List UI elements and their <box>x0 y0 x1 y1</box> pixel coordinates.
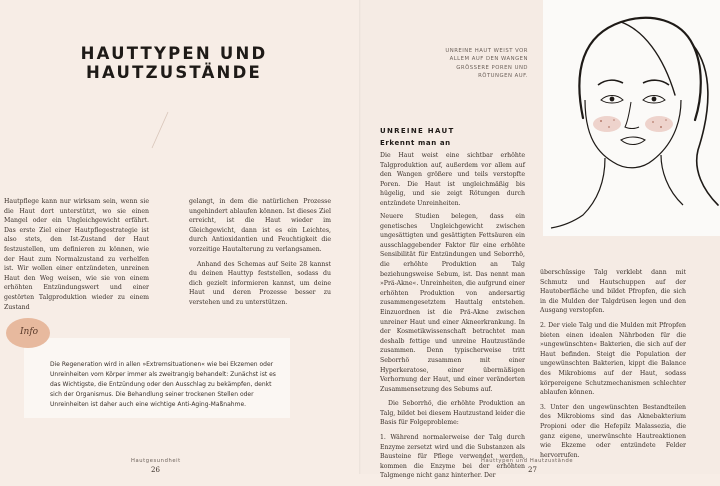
image-caption: UNREINE HAUT WEIST VOR ALLEM AUF DEN WANGEN GRÖSSERE POREN UND RÖTUNGEN AUF. <box>445 48 528 80</box>
paragraph: Neuere Studien belegen, dass ein genetisches Ungleichgewicht zwischen ungesättigten und gesättigten Fettsäuren ein ausschlaggebender Faktor für eine erhöhte Sensibilität für Entzündungen und Seborrhö, die erhöhte Produktion an Talg beziehungsweise Sebum, ist. Das nennt man »Prä-Akne«. Unreinheiten, die aufgrund einer erhöhten Produktion von andersartig zusammengesetztem Hauttalg entstehen. Einzuordnen ist die Prä-Akne zwischen unreiner Haut und einer Akneerkrankung. In der Kosmetikwissenschaft betrachtet man deshalb fettige und unreine Hautzustände zusammen. Denn typischerweise tritt Seborrhö zusammen mit einer Hyperkeratose, einer übermäßigen Verhornung der Haut, und einer veränderten Zusammensetzung des Sebums auf. <box>380 213 525 393</box>
left-column-1 <box>4 197 149 317</box>
paragraph: 1. Während normalerweise der Talg durch Enzyme zersetzt wird und die Substanzen als Bausteine für Pflege verwendet werden, kommen die Enzyme bei der erhöhten Talgmenge nicht ganz hinterher. Der <box>380 434 525 480</box>
paragraph: 2. Der viele Talg und die Mulden mit Pfropfen bieten einen idealen Nährboden für die »ungewünschten« Bakterien, die sich auf der Haut befinden. Steigt die Population der ungewünschten Bakterien, kippt die Balance des Mikrobioms auf der Haut, sodass körpereigene Schutzmechanismen schlechter ablaufen können. <box>540 321 686 397</box>
right-page-number: 27 <box>528 466 537 474</box>
right-column-2 <box>540 268 686 465</box>
left-page-number: 26 <box>151 466 160 474</box>
gutter <box>359 0 361 474</box>
decorative-slash <box>150 110 170 150</box>
title-line-1: HAUTTYPEN UND <box>80 44 268 63</box>
paragraph: gelangt, in dem die natürlichen Prozesse ungehindert ablaufen können. Ist dieses Ziel erreicht, ist die Haut wieder im Gleichgewicht, dann ist es ein Leichtes, durch Antioxidantien und Feuchtigkeit die vorzeitige Hautalterung zu verlangsamen. <box>189 198 331 253</box>
paragraph: Die Seborrhö, die erhöhte Produktion an Talg, bildet bei diesem Hautzustand leider die Basis für Folgeprobleme: <box>380 400 525 427</box>
left-footer-label: Hautgesundheit <box>131 458 181 464</box>
page-title <box>74 44 274 82</box>
paragraph: überschüssige Talg verklebt dann mit Schmutz und Hautschuppen auf der Hautoberfläche und bildet Pfropfen, die sich in die Mulden der Talgdrüsen legen und den Ausgang verstopfen. <box>540 269 686 315</box>
right-footer-label: Hauttypen und Hautzustände <box>481 458 574 464</box>
intro-text <box>380 151 525 214</box>
face-illustration <box>543 0 720 236</box>
section-heading: UNREINE HAUT <box>380 127 455 135</box>
paragraph: 3. Unter den ungewünschten Bestandteilen des Mikrobioms sind das Aknebakterium Propioni oder die Hefepilz Malassezia, die ganz eigene, unerwünschte Hautreaktionen wie Ekzeme oder entzündete Felder hervorrufen. <box>540 403 686 459</box>
right-column-1 <box>380 212 525 486</box>
paragraph: Anhand des Schemas auf Seite 28 kannst du deinen Hauttyp feststellen, sodass du dich gezielt informieren kannst, um deine Haut und deren Prozesse besser zu verstehen und zu unterstützen. <box>189 260 331 306</box>
paragraph: Die Haut weist eine sichtbar erhöhte Talgproduktion auf, außerdem vor allem auf den Wangen größere und teils verstopfte Poren. Die Haut ist ungleichmäßig bis hügelig, und sie zeigt Rötungen durch entzündete Unreinheiten. <box>380 152 525 207</box>
left-column-2 <box>189 197 331 313</box>
info-text: Die Regeneration wird in allen »Extremsituationen« wie bei Ekzemen oder Unreinheiten vom Körper immer als zweitrangig behandelt: Zunächst ist es das Wichtigste, die Entzündung oder den Ausschlag zu bekämpfen, denkt sich der Organismus. Die Behandlung seiner trockenen Stellen oder Unreinheiten ist daher auch eine wichtige Anti-Aging-Maßnahme. <box>50 361 276 408</box>
sub-heading: Erkennt man an <box>380 139 451 147</box>
title-line-2: HAUTZUSTÄNDE <box>86 63 262 82</box>
info-label: Info <box>20 327 39 337</box>
paragraph: Hautpflege kann nur wirksam sein, wenn sie die Haut dort unterstützt, wo sie einen Mangel oder ein Ungleichgewicht erfährt. Das erste Ziel einer Hautpflegestrategie ist also stets, den Ist-Zustand der Haut festzustellen, um definieren zu können, wie der Haut zum Normalzustand zu verhelfen ist. Wir wollen einer entzündeten, unreinen Haut den Weg weisen, wie sie von einem erhöhten Entzündungswert und einer gestörten Talgproduktion wieder zu einem Zustand <box>4 198 149 311</box>
